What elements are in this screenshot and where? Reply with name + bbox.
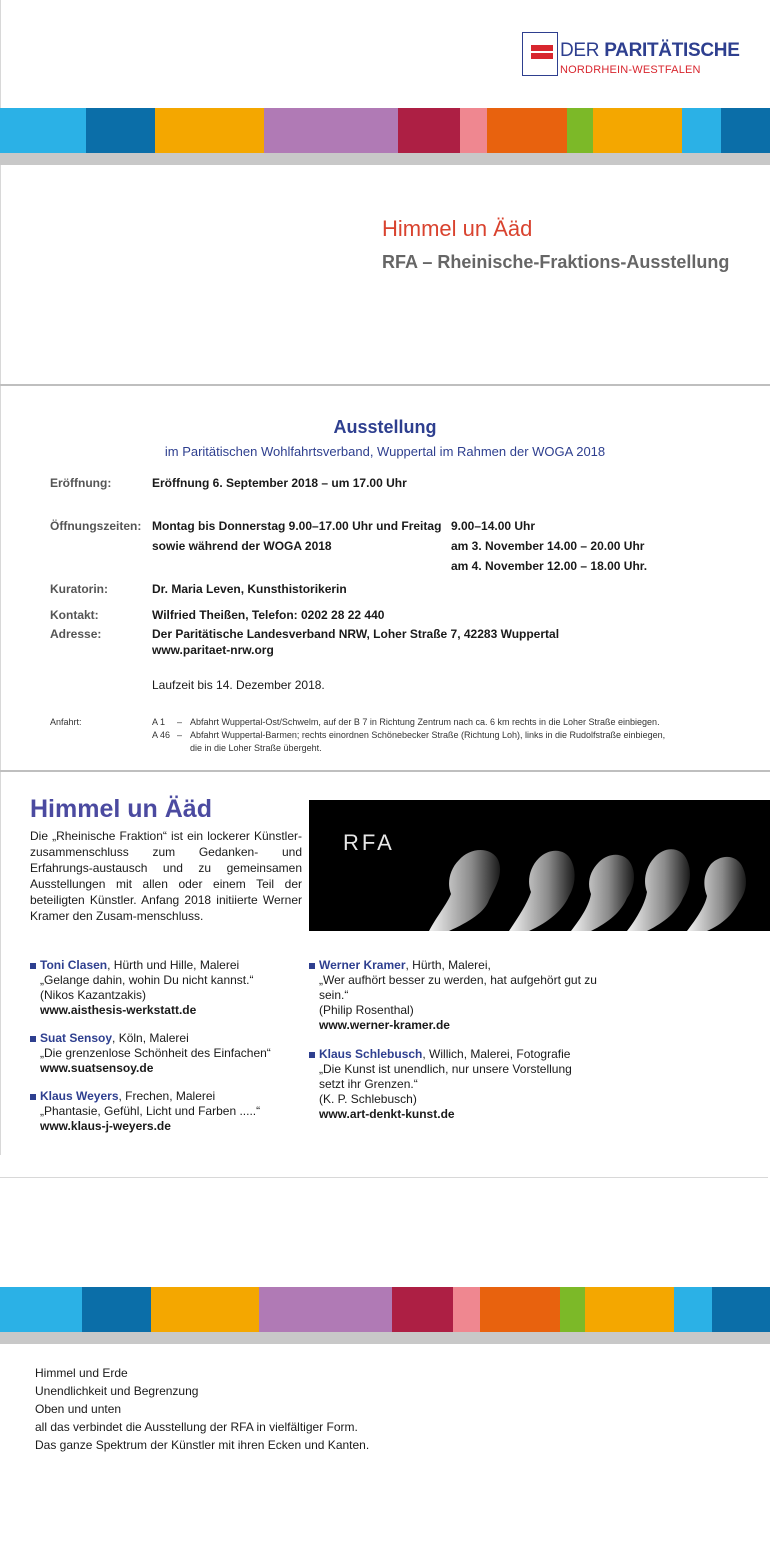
footer-text [35,1364,369,1454]
artist-website[interactable]: www.werner-kramer.de [319,1018,450,1032]
artist-info: , Köln, Malerei [112,1031,189,1045]
hours-line3-right: am 4. November 12.00 – 18.00 Uhr. [451,559,648,573]
logo-brand-bold: PARITÄTISCHE [604,40,740,61]
stripe-segment [398,108,460,153]
website-link[interactable]: www.paritaet-nrw.org [152,643,274,657]
artist-quote: „Phantasie, Gefühl, Licht und Farben .....“ [40,1104,261,1118]
curator-label: Kuratorin: [50,582,108,596]
stripe-segment [585,1287,673,1332]
stripe-segment [392,1287,454,1332]
bullet-square-icon [30,963,36,969]
footer-line: Himmel und Erde [35,1366,128,1380]
address-label: Adresse: [50,627,102,641]
hours-line2-right: am 3. November 14.00 – 20.00 Uhr [451,539,645,553]
logo-bar [531,53,553,59]
hours-line2-left: sowie während der WOGA 2018 [152,539,332,553]
dir1-dash: – [177,717,183,727]
artist-quote-author: (Nikos Kazantzakis) [40,988,147,1002]
dir2-dash: – [177,730,183,740]
left-border-rule [0,0,1,1155]
footer-line: Unendlichkeit und Begrenzung [35,1384,199,1398]
stripe-segment [712,1287,770,1332]
color-stripe-top [0,108,770,153]
stripe-segment [593,108,682,153]
logo-mark [522,32,558,76]
dir2-text: Abfahrt Wuppertal-Barmen; rechts einordnen Schönebecker Straße (Richtung Loh), links in die Rudolfstraße einbiegen, [190,730,666,740]
artist-entry [309,958,599,1033]
artist-quote: „Gelange dahin, wohin Du nicht kannst.“ [40,973,254,987]
artist-quote: „Wer aufhört besser zu werden, hat aufgehört gut zu sein.“ [319,973,597,1002]
exhibition-subtitle: im Paritätischen Wohlfahrtsverband, Wuppertal im Rahmen der WOGA 2018 [164,444,606,459]
stripe-segment [460,108,487,153]
artist-entry [30,1089,320,1134]
divider [0,384,770,386]
divider [0,1177,768,1178]
logo-brand-light: DER [560,40,605,61]
footer-line: all das verbindet die Ausstellung der RFA in vielfältiger Form. [35,1420,358,1434]
contact-value: Wilfried Theißen, Telefon: 0202 28 22 440 [152,608,385,622]
stripe-segment [560,1287,586,1332]
stripe-segment [151,1287,259,1332]
artist-website[interactable]: www.klaus-j-weyers.de [40,1119,171,1133]
dir1-code: A 1 [152,717,166,727]
artist-name: Klaus Weyers [40,1089,119,1103]
bullet-square-icon [309,1052,315,1058]
stripe-gray-band [0,153,770,165]
logo-wordmark [560,40,740,62]
bullet-square-icon [30,1036,36,1042]
curator-value: Dr. Maria Leven, Kunsthistorikerin [152,582,347,596]
dir1-text: Abfahrt Wuppertal-Ost/Schwelm, auf der B 7 in Richtung Zentrum nach ca. 6 km rechts in die Loher Straße einbiegen. [190,717,660,727]
footer-line: Das ganze Spektrum der Künstler mit ihren Ecken und Kanten. [35,1438,370,1452]
address-value: Der Paritätische Landesverband NRW, Loher Straße 7, 42283 Wuppertal [152,627,560,641]
stripe-segment [86,108,155,153]
group-photo [309,800,770,931]
artist-website[interactable]: www.art-denkt-kunst.de [319,1107,455,1121]
exhibition-title: Ausstellung [333,417,437,437]
artist-name: Klaus Schlebusch [319,1047,423,1061]
logo-region: NORDRHEIN-WESTFALEN [560,64,701,76]
stripe-segment [0,108,86,153]
artist-info: , Willich, Malerei, Fotografie [422,1047,571,1061]
about-heading: Himmel un Ääd [30,795,212,823]
bullet-square-icon [309,963,315,969]
artist-name: Suat Sensoy [40,1031,113,1045]
stripe-segment [82,1287,150,1332]
stripe-segment [674,1287,713,1332]
stripe-segment [259,1287,392,1332]
color-stripe-bottom [0,1287,770,1332]
artist-quote-author: (Philip Rosenthal) [319,1003,414,1017]
contact-label: Kontakt: [50,608,99,622]
duration-text: Laufzeit bis 14. Dezember 2018. [152,678,325,692]
opening-label: Eröffnung: [50,476,112,490]
bullet-square-icon [30,1094,36,1100]
dir2-text-cont: die in die Loher Straße übergeht. [190,743,322,753]
header-subtitle: RFA – Rheinische-Fraktions-Ausstellung [382,252,730,272]
about-text: Die „Rheinische Fraktion“ ist ein lockerer Künstler-zusammenschluss zum Gedanken- und Erfahrungs-austausch und zu gemeinsamen Ausstellungen mit allen oder einem Teil der beteiligten Künstler. Anfang 2018 initiierte Werner Kramer den Zusam-menschluss. [30,829,302,923]
header-title: Himmel un Ääd [382,216,533,241]
photo-label: RFA [343,830,395,855]
stripe-segment [264,108,398,153]
artist-website[interactable]: www.suatsensoy.de [40,1061,154,1075]
stripe-segment [480,1287,559,1332]
stripe-segment [567,108,593,153]
dir2-code: A 46 [152,730,171,740]
hours-line1-left: Montag bis Donnerstag 9.00–17.00 Uhr und Freitag [152,519,442,533]
artist-info: , Hürth, Malerei, [405,958,491,972]
footer-line: Oben und unten [35,1402,122,1416]
artist-quote: „Die Kunst ist unendlich, nur unsere Vorstellung setzt ihr Grenzen.“ [319,1062,572,1091]
stripe-gray-band [0,1332,770,1344]
artist-name: Werner Kramer [319,958,406,972]
artist-entry [30,1031,320,1076]
artist-info: , Frechen, Malerei [118,1089,216,1103]
artist-info: , Hürth und Hille, Malerei [107,958,240,972]
hours-label: Öffnungszeiten: [50,519,142,533]
artist-entry [309,1047,599,1122]
artist-quote: „Die grenzenlose Schönheit des Einfachen“ [40,1046,271,1060]
divider [0,770,770,772]
artist-website[interactable]: www.aisthesis-werkstatt.de [40,1003,197,1017]
artist-quote-author: (K. P. Schlebusch) [319,1092,417,1106]
stripe-segment [453,1287,480,1332]
stripe-segment [721,108,770,153]
artist-entry [30,958,320,1018]
artist-name: Toni Clasen [40,958,108,972]
stripe-segment [155,108,264,153]
stripe-segment [682,108,721,153]
group-photo-art [309,800,770,931]
opening-value: Eröffnung 6. September 2018 – um 17.00 Uhr [152,476,407,490]
hours-line1-right: 9.00–14.00 Uhr [451,519,536,533]
logo-bar [531,45,553,51]
stripe-segment [487,108,567,153]
directions-label: Anfahrt: [50,717,82,727]
stripe-segment [0,1287,82,1332]
